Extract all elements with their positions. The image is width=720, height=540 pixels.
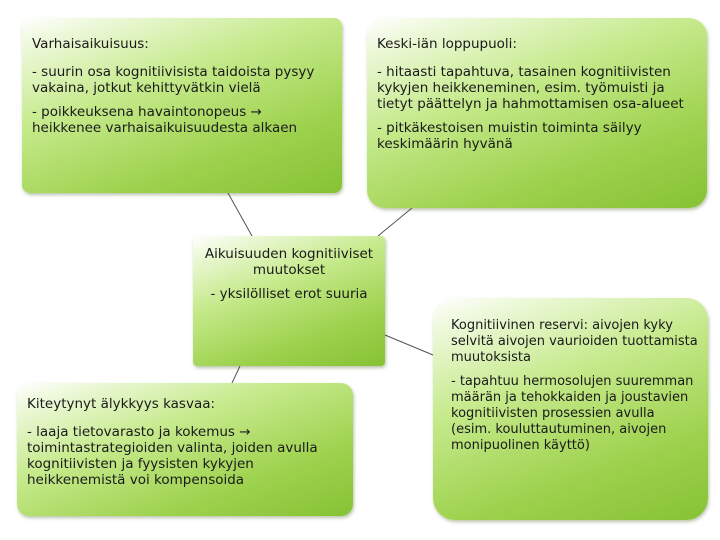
late-middle-age-point-1: - hitaasti tapahtuva, tasainen kognitiivisten kykyjen heikkeneminen, esim. työmuisti ja tietyt päättelyn ja hahmottamisen osa-alueet — [377, 64, 684, 112]
late-middle-age-heading: Keski-iän loppupuoli: — [377, 36, 517, 52]
crystallized-intelligence-box — [17, 383, 353, 516]
cognitive-reserve-point-1: - tapahtuu hermosolujen suuremman määrän ja tehokkaiden ja joustavien kognitiivisten prosessien avulla (esim. kouluttautuminen, aivojen monipuolinen käyttö) — [451, 374, 694, 453]
cognitive-reserve-box — [433, 298, 708, 520]
late-middle-age-box — [367, 18, 707, 208]
early-adulthood-heading: Varhaisaikuisuus: — [32, 36, 149, 52]
early-adulthood-point-2: - poikkeuksena havaintonopeus → heikkenee varhaisaikuisuudesta alkaen — [32, 104, 298, 136]
central-topic-title: Aikuisuuden kognitiiviset muutokset — [204, 246, 374, 278]
connector-bottom-left — [232, 366, 240, 383]
early-adulthood-point-1: - suurin osa kognitiivisista taidoista pysyy vakaina, jotkut kehittyvätkin vielä — [32, 64, 315, 96]
connector-top-right — [378, 208, 412, 236]
early-adulthood-box — [22, 18, 342, 193]
crystallized-intelligence-heading: Kiteytynyt älykkyys kasvaa: — [27, 396, 216, 412]
connector-bottom-right — [385, 335, 433, 355]
cognitive-reserve-definition — [451, 318, 698, 366]
central-topic-box — [193, 236, 385, 366]
central-topic-text: - yksilölliset erot suuria — [210, 286, 368, 302]
crystallized-intelligence-point-1: - laaja tietovarasto ja kokemus → toimintastrategioiden valinta, joiden avulla kognitiivisten ja fyysisten kykyjen heikkenemistä voi kompensoida — [27, 424, 318, 488]
cognitive-reserve-heading-rest: aivojen kyky selvitä aivojen vaurioiden tuottamista muutoksista — [451, 318, 698, 365]
late-middle-age-point-2: - pitkäkestoisen muistin toiminta säilyy keskimäärin hyvänä — [377, 120, 642, 152]
connector-top-left — [228, 193, 252, 236]
cognitive-reserve-heading: Kognitiivinen reservi: — [451, 318, 589, 333]
